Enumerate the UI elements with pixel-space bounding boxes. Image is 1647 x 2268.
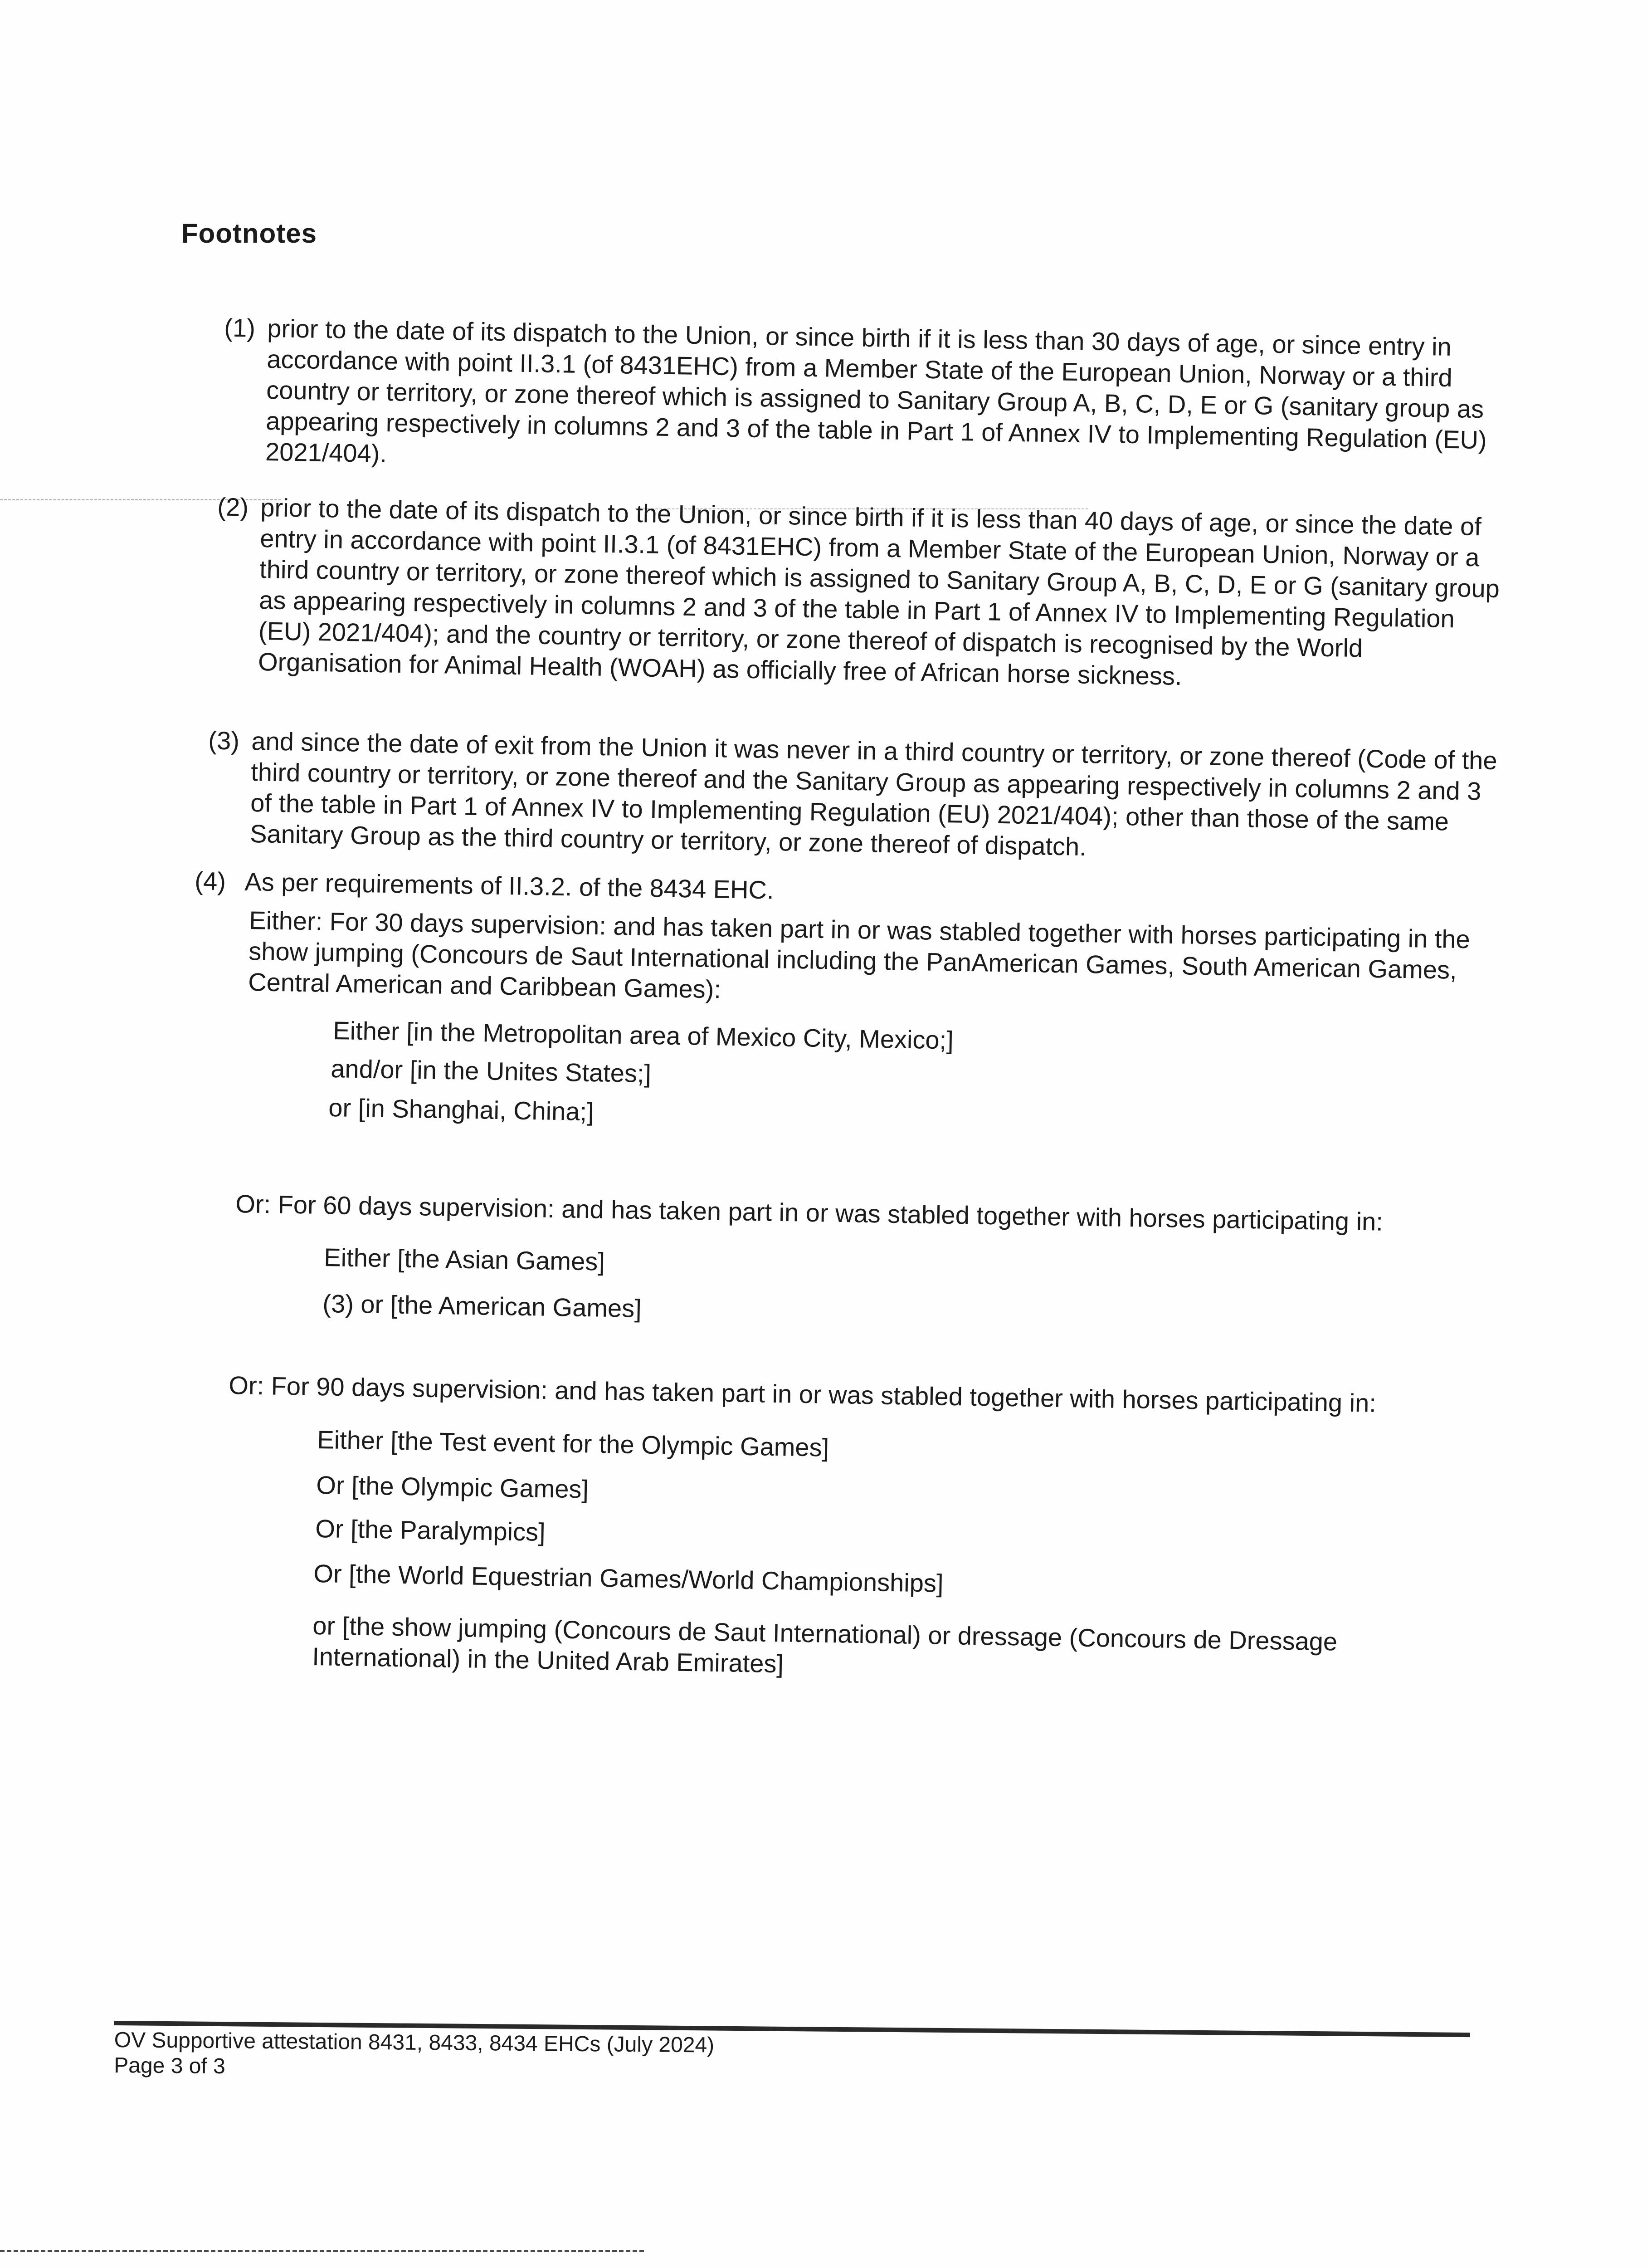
footnote-number: (4) — [194, 866, 226, 896]
page-heading: Footnotes — [181, 218, 317, 249]
footer-page-number: Page 3 of 3 — [114, 2053, 226, 2079]
supervision-90-option: Either [the Test event for the Olympic Games] — [317, 1425, 829, 1462]
supervision-30-option: or [in Shanghai, China;] — [328, 1093, 594, 1126]
footer-title: OV Supportive attestation 8431, 8433, 8434 EHCs (July 2024) — [114, 2028, 715, 2058]
footnote-2 — [217, 492, 1512, 697]
supervision-30-intro: Either: For 30 days supervision: and has taken part in or was stabled together with horses participating in the show jumping (Concours de Saut International including the PanAmerican Games, South American Games, Central American and Caribbean Games): — [248, 905, 1471, 1004]
supervision-30-option: Either [in the Metropolitan area of Mexico City, Mexico;] — [332, 1016, 954, 1055]
footnote-number: (3) — [208, 726, 240, 755]
footnote-4 — [194, 866, 880, 907]
footnote-3 — [208, 726, 1508, 869]
footnote-number: (1) — [224, 313, 256, 342]
footnote-text: and since the date of exit from the Union it was never in a third country or territory, or zone thereof (Code of the third country or territory, or zone thereof and the Sanitary Group as appearing respectively in columns 2 and 3 of the table in Part 1 of Annex IV to Implementing Regulation (EU) 2021/404); other than those of the same Sanitary Group as the third country or territory, or zone thereof of dispatch. — [249, 726, 1498, 861]
supervision-60-option: Either [the Asian Games] — [323, 1242, 605, 1276]
footnote-1 — [224, 313, 1533, 487]
supervision-90-option: Or [the Paralympics] — [315, 1514, 546, 1546]
page-footer — [114, 2028, 714, 2084]
supervision-60-intro: Or: For 60 days supervision: and has taken part in or was stabled together with horses participating in: — [235, 1189, 1384, 1236]
supervision-90-option: Or [the World Equestrian Games/World Championships] — [313, 1559, 944, 1598]
supervision-90-intro: Or: For 90 days supervision: and has taken part in or was stabled together with horses participating in: — [228, 1370, 1377, 1418]
footnote-number: (2) — [217, 492, 249, 522]
footnote-text: prior to the date of its dispatch to the Union, or since birth if it is less than 40 days of age, or since the date of entry in accordance with point II.3.1 (of 8431EHC) from a Member State of the European Union, Norway or a third country or territory, or zone thereof which is assigned to Sanitary Group A, B, C, D, E or G (sanitary group as appearing respectively in columns 2 and 3 of the table in Part 1 of Annex IV to Implementing Regulation (EU) 2021/404); and the country or territory, or zone thereof of dispatch is recognised by the World Organisation for Animal Health (WOAH) as officially free of African horse sickness. — [258, 493, 1500, 690]
supervision-30-option: and/or [in the Unites States;] — [330, 1054, 652, 1088]
scan-artifact-rule — [0, 2250, 644, 2252]
supervision-90-option: Or [the Olympic Games] — [316, 1470, 589, 1504]
supervision-90-option: or [the show jumping (Concours de Saut International) or dressage (Concours de Dressage International) in the United Arab Emirates] — [312, 1611, 1338, 1678]
footnote-text: prior to the date of its dispatch to the Union, or since birth if it is less than 30 days of age, or since entry in accordance with point II.3.1 (of 8431EHC) from a Member State of the European Union, Norway or a third country or territory, or zone thereof which is assigned to Sanitary Group A, B, C, D, E or G (sanitary group as appearing respectively in columns 2 and 3 of the table in Part 1 of Annex IV to Implementing Regulation (EU) 2021/404). — [265, 313, 1487, 468]
footnote-text: As per requirements of II.3.2. of the 8434 EHC. — [244, 867, 775, 904]
supervision-60-option: (3) or [the American Games] — [322, 1289, 642, 1323]
